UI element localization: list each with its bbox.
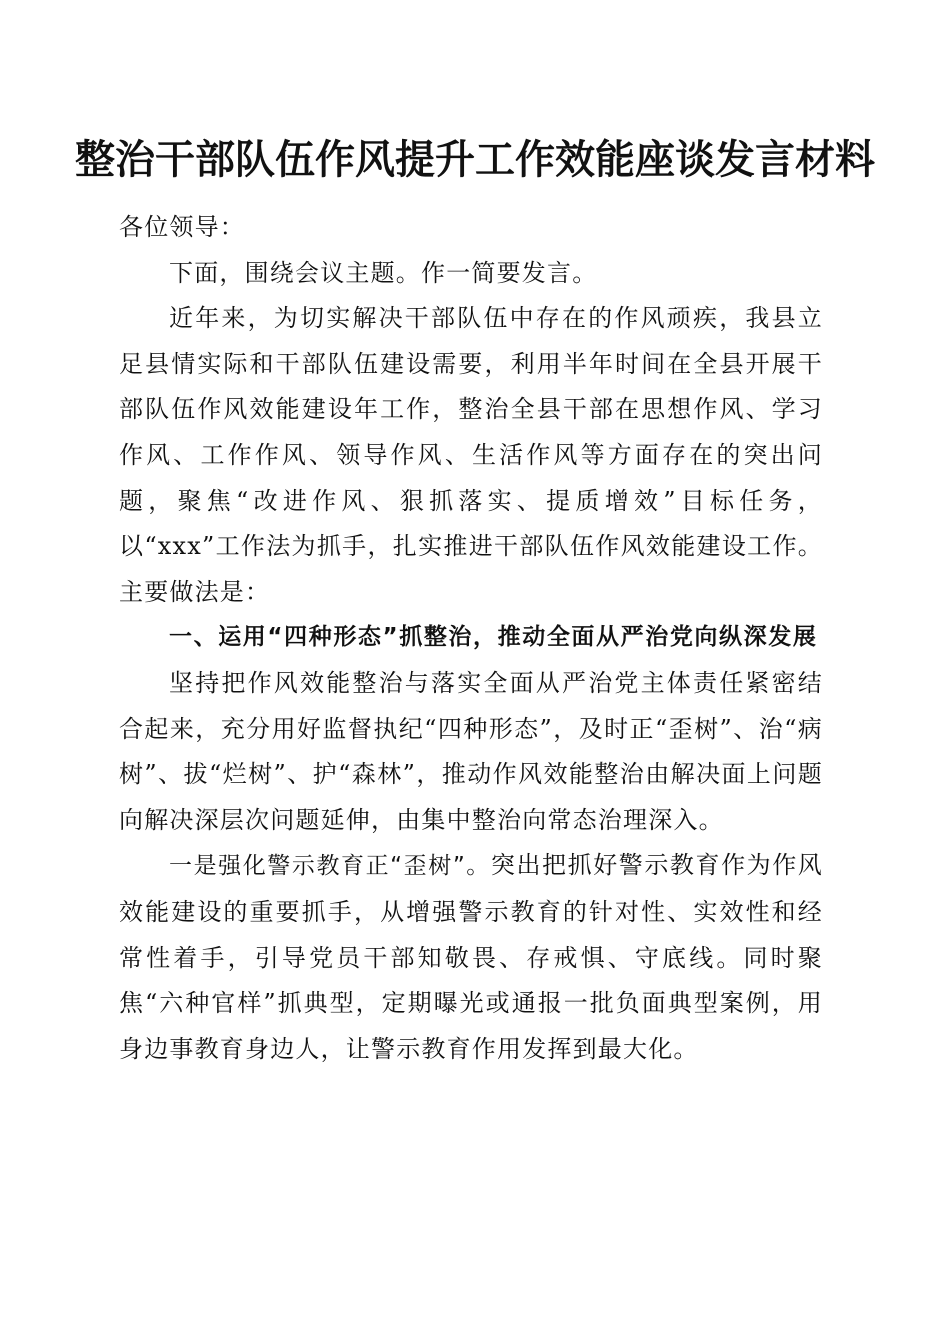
section-item-1 xyxy=(119,843,823,1072)
item-lead: 一是强化警示教育正“歪树”。 xyxy=(169,853,491,880)
document-body xyxy=(119,205,823,1072)
section-heading-1: 一、运用“四种形态”抓整治，推动全面从严治党向纵深发展 xyxy=(169,624,818,651)
document-title: 整治干部队伍作风提升工作效能座谈发言材料 xyxy=(75,136,875,183)
section-paragraph-1: 坚持把作风效能整治与落实全面从严治党主体责任紧密结合起来，充分用好监督执纪“四种形态”，及时正“歪树”、治“病树”、拔“烂树”、护“森林”，推动作风效能整治由解决面上问题向解决深层次问题延伸，由集中整治向常态治理深入。 xyxy=(119,668,823,834)
salutation: 各位领导： xyxy=(119,213,245,241)
paragraph-background: 近年来，为切实解决干部队伍中存在的作风顽疾，我县立足县情实际和干部队伍建设需要，利用半年时间在全县开展干部队伍作风效能建设年工作，整治全县干部在思想作风、学习作风、工作作风、领导作风、生活作风等方面存在的突出问题，聚焦“改进作风、狠抓落实、提质增效”目标任务，以“xxx”工作法为抓手，扎实推进干部队伍作风效能建设工作。主要做法是： xyxy=(119,304,823,606)
item-text: 突出把抓好警示教育作为作风效能建设的重要抓手，从增强警示教育的针对性、实效性和经常性着手，引导党员干部知敬畏、存戒惧、守底线。同时聚焦“六种官样”抓典型，定期曝光或通报一批负面典型案例，用身边事教育身边人，让警示教育作用发挥到最大化。 xyxy=(119,851,823,1063)
paragraph-intro: 下面，围绕会议主题。作一简要发言。 xyxy=(169,258,598,287)
